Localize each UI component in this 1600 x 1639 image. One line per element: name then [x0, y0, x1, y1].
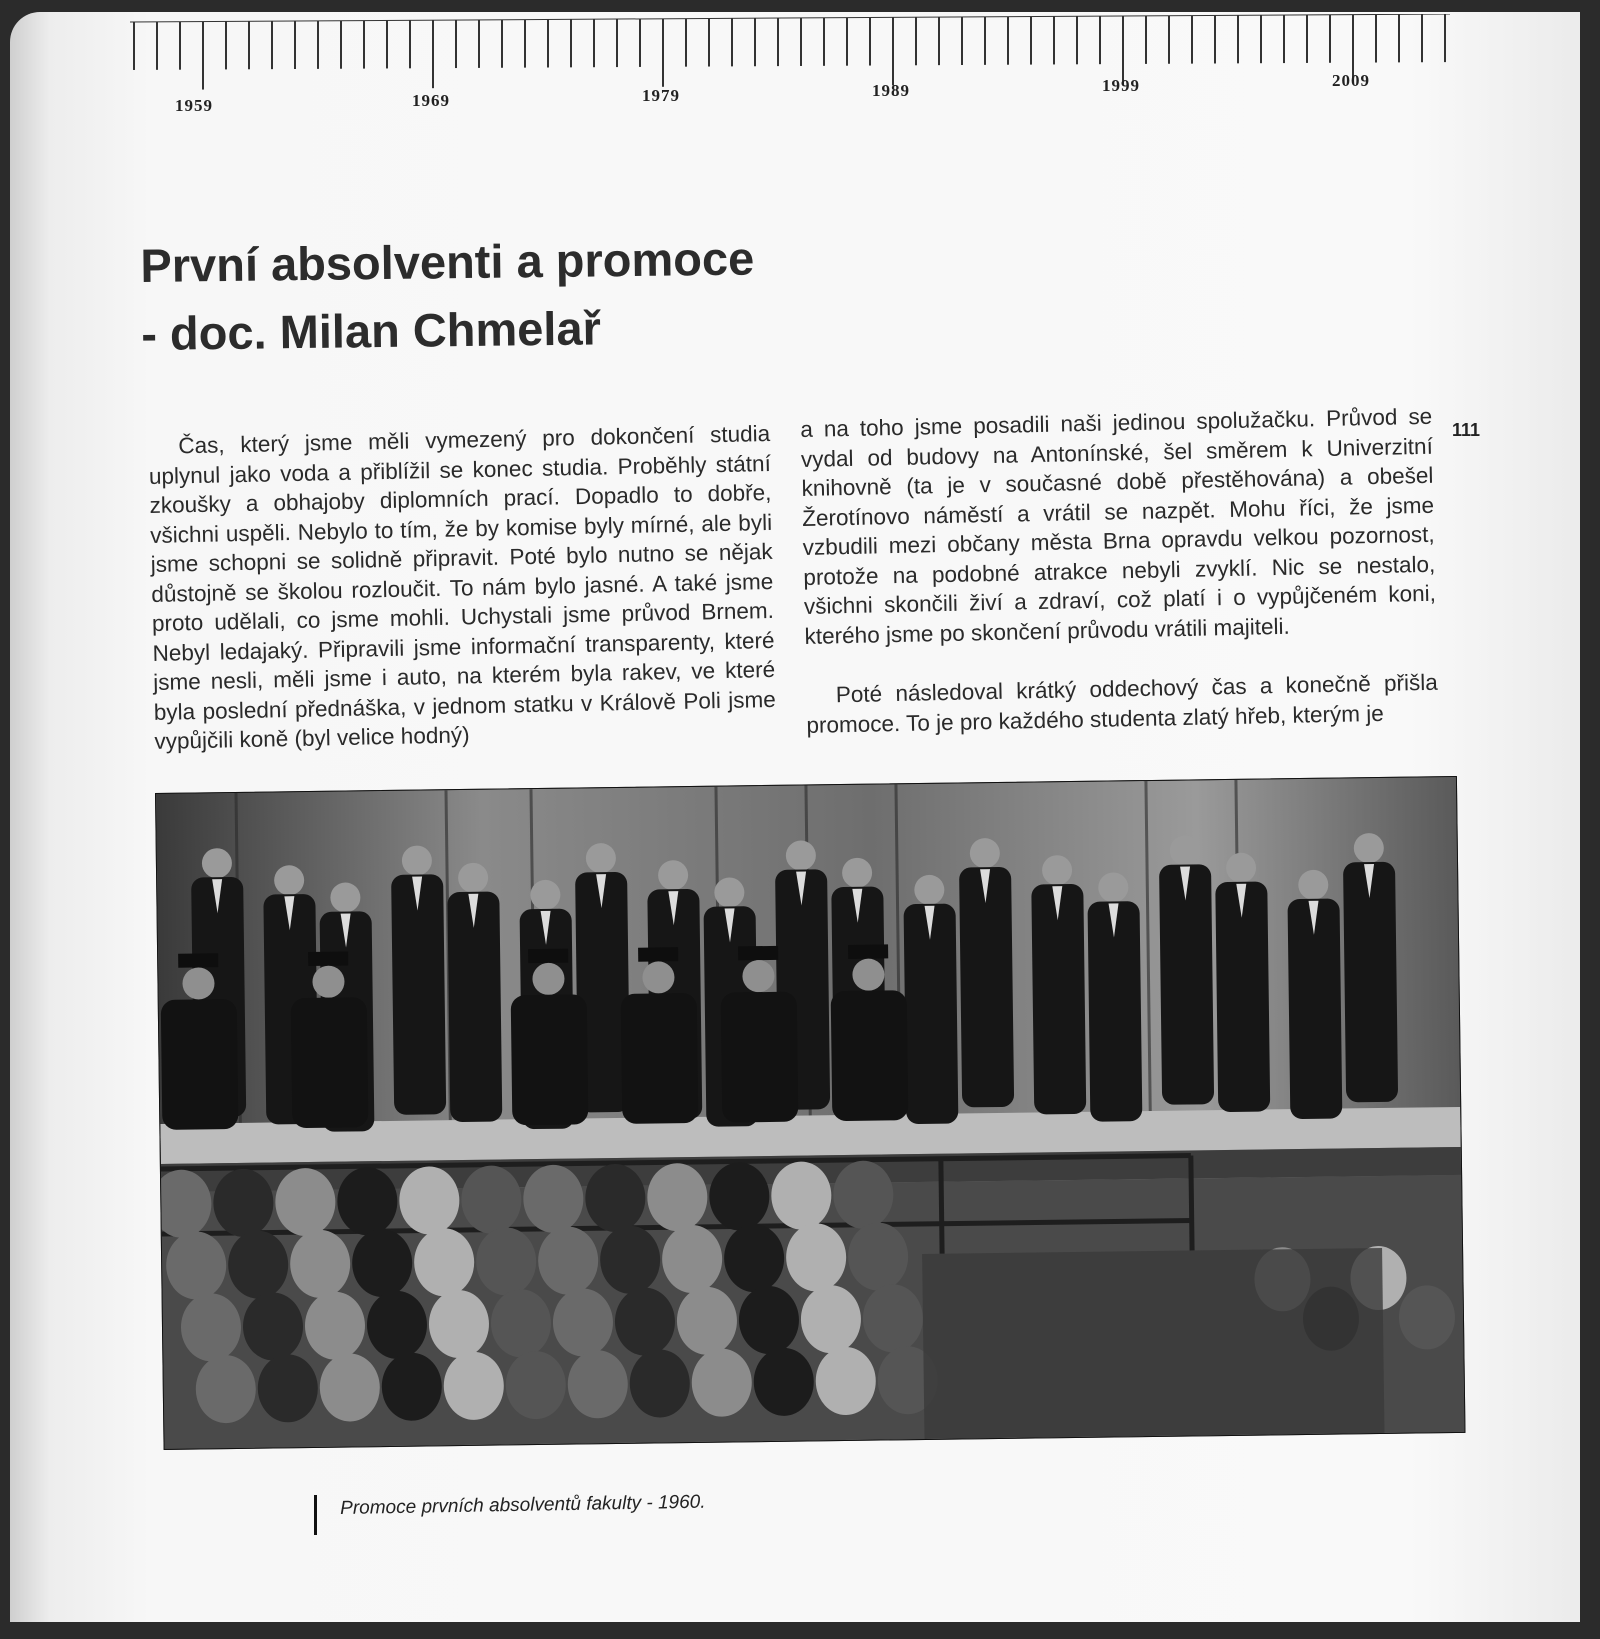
academic-cap [308, 951, 348, 966]
person-body [1159, 864, 1214, 1105]
timeline-baseline [130, 14, 1450, 22]
person-body [1215, 881, 1270, 1112]
person-body [904, 904, 959, 1125]
timeline-ticks [130, 14, 1450, 124]
person-body [1287, 899, 1342, 1120]
person-body [391, 874, 446, 1115]
timeline-ruler [130, 14, 1450, 124]
timeline-year-1959: 1959 [175, 96, 213, 115]
graduation-photo [155, 776, 1465, 1450]
paragraph: Poté následoval krátký oddechový čas a konečně přišla promoce. To je pro každého studenta zlatý hřeb, kterým je [806, 669, 1438, 738]
academic-gown [291, 997, 369, 1128]
text-column-right [800, 402, 1439, 740]
timeline-year-1999: 1999 [1102, 76, 1140, 95]
person-body [959, 867, 1014, 1108]
timeline-year-1979: 1979 [642, 86, 680, 105]
paragraph: Čas, který jsme měli vymezený pro dokončení studia uplynul jako voda a přiblížil se konec studia. Proběhly státní zkoušky a obhajoby diplomních prací. Dopadlo to dobře, všichni uspěli. Nebylo to tím, že by komise byly mírné, ale byli jsme schopni se solidně připravit. Poté bylo nutno se nějak důstojně se školou rozloučit. To nám bylo jasné. A také jsme proto udělali, co jsme mohli. Uchystali jsme průvod Brnem. Nebyl ledajaký. Připravili jsme informační transparenty, které jsme nesli, měli jsme i auto, na kterém byla rakev, ve které byla poslední přednáška, v jednom statku v Králově Poli jsme vypůjčili koně (byl velice hodný) [148, 420, 776, 754]
academic-gown [161, 999, 239, 1130]
page-number: 111 [1452, 420, 1481, 440]
academic-gown [831, 990, 909, 1121]
timeline-year-1989: 1989 [872, 81, 910, 100]
academic-cap [528, 949, 568, 964]
timeline-year-2009: 2009 [1332, 71, 1370, 90]
graduation-photo-illustration [156, 777, 1464, 1449]
timeline-year-1969: 1969 [412, 91, 450, 110]
person-body [447, 892, 502, 1123]
article-title-line-1: První absolventi a promoce [140, 231, 755, 292]
person-body [1343, 862, 1398, 1103]
person-body [1088, 901, 1143, 1122]
audience-benches [922, 1248, 1384, 1439]
caption-marker [314, 1495, 317, 1535]
article-title-line-2: - doc. Milan Chmelař [140, 301, 602, 360]
person-body [1031, 884, 1086, 1115]
academic-gown [511, 994, 589, 1125]
academic-gown [721, 992, 799, 1123]
photo-caption: Promoce prvních absolventů fakulty - 1960. [340, 1491, 706, 1519]
academic-cap [848, 944, 888, 959]
academic-cap [178, 953, 218, 968]
paragraph: a na toho jsme posadili naši jedinou spolužačku. Průvod se vydal od budovy na Antonínské, šel směrem k Univerzitní knihovně (ta je v současné době přestěhována) a obešel Žerotínovo náměstí a vrátil se nazpět. Mohu říci, že jsme vzbudili mezi občany města Brna opravdu velkou pozornost, protože na podobné atrakce nebyli zvyklí. Nic se nestalo, všichni skončili živí a zdraví, což platí i o vypůjčeném koni, kterého jsme po skončení průvodu vrátili majiteli. [800, 403, 1437, 649]
text-column-left [148, 419, 777, 756]
academic-cap [638, 947, 678, 962]
academic-cap [738, 946, 778, 961]
academic-gown [621, 993, 699, 1124]
article-title [140, 223, 842, 368]
